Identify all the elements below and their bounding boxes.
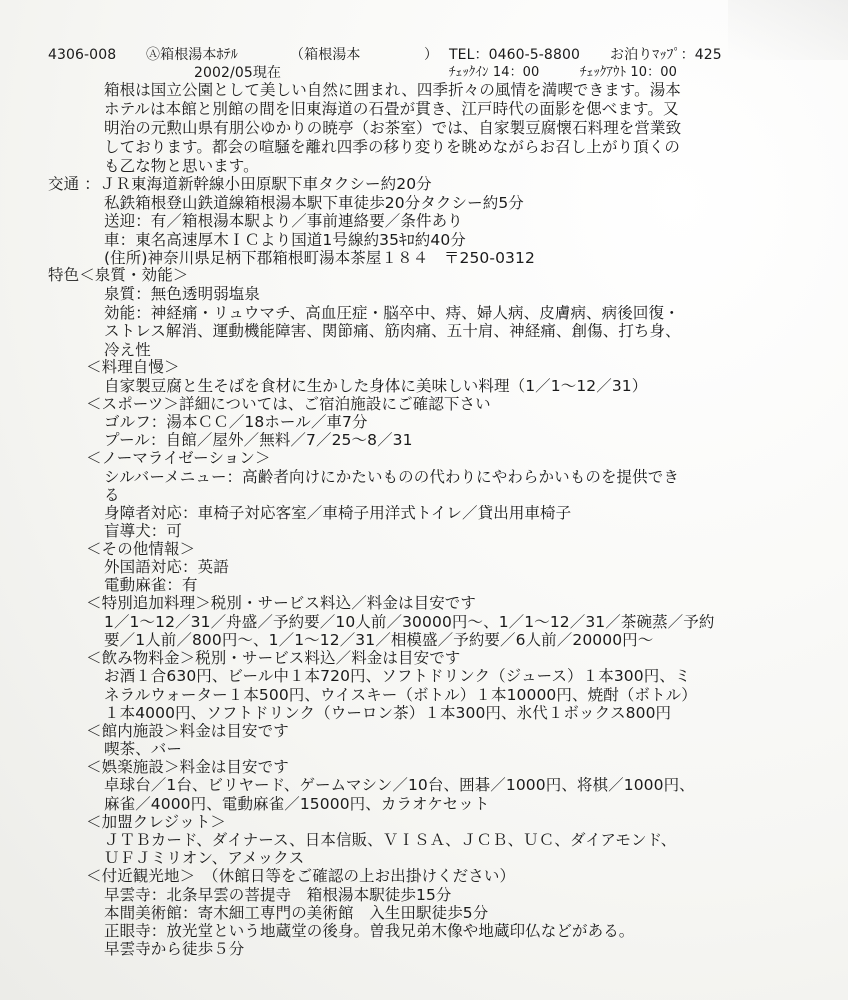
feature-line: 外国語対応：英語 bbox=[104, 558, 229, 576]
feature-line: 冷え性 bbox=[104, 341, 151, 359]
feature-line: シルバーメニュー：高齢者向けにかたいものの代わりにやわらかいものを提供でき bbox=[104, 468, 679, 486]
section-heading: ＜特別追加料理＞税別・サービス料込／料金は目安です bbox=[86, 594, 477, 612]
feature-line: る bbox=[104, 486, 120, 504]
feature-line: ストレス解消、運動機能障害、関節痛、筋肉痛、五十肩、神経痛、創傷、打ち身、 bbox=[104, 322, 681, 340]
feature-line: プール：自館／屋外／無料／7／25～8／31 bbox=[104, 431, 413, 449]
feature-line: ゴルフ：湯本ＣＣ／18ホール／車7分 bbox=[104, 413, 368, 431]
intro-line: 箱根は国立公園として美しい自然に囲まれ、四季折々の風情を満喫できます。湯本 bbox=[104, 81, 681, 99]
feature-line: お酒１合630円、ビール中１本720円、ソフトドリンク（ジュース）１本300円、ミ bbox=[104, 667, 691, 685]
intro-line: も乙な物と思います。 bbox=[104, 157, 259, 175]
feature-line: 盲導犬：可 bbox=[104, 522, 183, 540]
feature-line: ネラルウォーター１本500円、ウイスキー（ボトル）１本10000円、焼酎（ボトル） bbox=[104, 686, 697, 704]
feature-line: 要／1人前／800円～、1／1～12／31／相模盛／予約要／6人前／20000円～ bbox=[104, 631, 654, 649]
listing-code: 4306-008 bbox=[48, 47, 117, 63]
checkout-time: ﾁｪｯｸｱｳﾄ 10：00 bbox=[580, 65, 678, 80]
section-heading: ＜加盟クレジット＞ bbox=[86, 813, 227, 831]
section-heading: ＜スポーツ＞詳細については、ご宿泊施設にご確認下さい bbox=[86, 395, 491, 413]
feature-line: １本4000円、ソフトドリンク（ウーロン茶）１本300円、氷代１ボックス800円 bbox=[104, 704, 672, 722]
feature-line: 早雲寺：北条早雲の菩提寺 箱根湯本駅徒歩15分 bbox=[104, 886, 452, 904]
hotel-name: Ⓐ箱根湯本ﾎﾃﾙ bbox=[146, 47, 238, 63]
feature-line: 麻雀／4000円、電動麻雀／15000円、カラオケセット bbox=[104, 795, 490, 813]
feature-line: 1／1～12／31／舟盛／予約要／10人前／30000円～、1／1～12／31／茶碗蒸／予約 bbox=[104, 613, 715, 631]
area-open: （箱根湯本 bbox=[290, 47, 361, 63]
as-of-date: 2002/05現在 bbox=[194, 65, 282, 81]
feature-line: 卓球台／1台、ビリヤード、ゲームマシン／10台、囲碁／1000円、将棋／1000円、 bbox=[104, 776, 695, 794]
feature-line: 効能：神経痛・リュウマチ、高血圧症・脳卒中、痔、婦人病、皮膚病、病後回復・ bbox=[104, 304, 680, 322]
access-line: 交通 ：ＪＲ東海道新幹線小田原駅下車タクシー約20分 bbox=[48, 175, 432, 193]
feature-line: ＪＴＢカード、ダイナース、日本信販、ＶＩＳＡ、ＪＣＢ、ＵＣ、ダイアモンド、 bbox=[104, 831, 677, 849]
feature-line: 自家製豆腐と生そばを食材に生かした身体に美味しい料理（1／1～12／31） bbox=[104, 377, 648, 395]
section-heading: ＜館内施設＞料金は目安です bbox=[86, 722, 289, 740]
section-heading: ＜娯楽施設＞料金は目安です bbox=[86, 758, 289, 776]
feature-line: 身障者対応：車椅子対応客室／車椅子用洋式トイレ／貸出用車椅子 bbox=[104, 504, 572, 522]
scan-shadow bbox=[728, 0, 848, 60]
feature-line: 早雲寺から徒歩５分 bbox=[104, 940, 245, 958]
access-line: 私鉄箱根登山鉄道線箱根湯本駅下車徒歩20分タクシー約5分 bbox=[104, 194, 524, 212]
access-line: 送迎：有／箱根湯本駅より／事前連絡要／条件あり bbox=[104, 212, 463, 230]
area-close: ） bbox=[424, 47, 439, 63]
section-heading: ＜料理自慢＞ bbox=[86, 358, 180, 376]
map-reference: お泊りﾏｯﾌﾟ：425 bbox=[610, 47, 722, 63]
intro-line: しております。都会の喧騒を離れ四季の移り変りを眺めながらお召し上がり頂くの bbox=[104, 138, 680, 156]
feature-line: 電動麻雀：有 bbox=[104, 576, 198, 594]
feature-line: ＵＦＪミリオン、アメックス bbox=[104, 849, 305, 867]
feature-line: 正眼寺：放光堂という地蔵堂の後身。曽我兄弟木像や地蔵印仏などがある。 bbox=[104, 922, 635, 940]
section-heading: ＜飲み物料金＞税別・サービス料込／料金は目安です bbox=[86, 649, 461, 667]
section-heading: ＜ノーマライゼーション＞ bbox=[86, 449, 271, 467]
section-heading: ＜その他情報＞ bbox=[86, 540, 196, 558]
checkin-time: ﾁｪｯｸｲﾝ 14：00 bbox=[449, 65, 540, 80]
section-heading: ＜付近観光地＞ （休館日等をご確認の上お出掛けください） bbox=[86, 867, 516, 885]
intro-line: 明治の元勲山県有朋公ゆかりの暁亭（お茶室）では、自家製豆腐懐石料理を営業致 bbox=[104, 119, 682, 137]
section-heading: 特色＜泉質・効能＞ bbox=[48, 266, 189, 284]
feature-line: 喫茶、バー bbox=[104, 740, 183, 758]
intro-line: ホテルは本館と別館の間を旧東海道の石畳が貫き、江戸時代の面影を偲べます。又 bbox=[104, 100, 679, 118]
feature-line: 本間美術館：寄木細工専門の美術館 入生田駅徒歩5分 bbox=[104, 904, 489, 922]
phone-number: TEL：0460-5-8800 bbox=[449, 47, 580, 63]
feature-line: 泉質：無色透明弱塩泉 bbox=[104, 285, 261, 303]
access-line: 車：東名高速厚木ＩＣより国道1号線約35ｷﾛ約40分 bbox=[104, 231, 466, 249]
address-line: (住所)神奈川県足柄下郡箱根町湯本茶屋１８４ 〒250-0312 bbox=[104, 249, 535, 267]
